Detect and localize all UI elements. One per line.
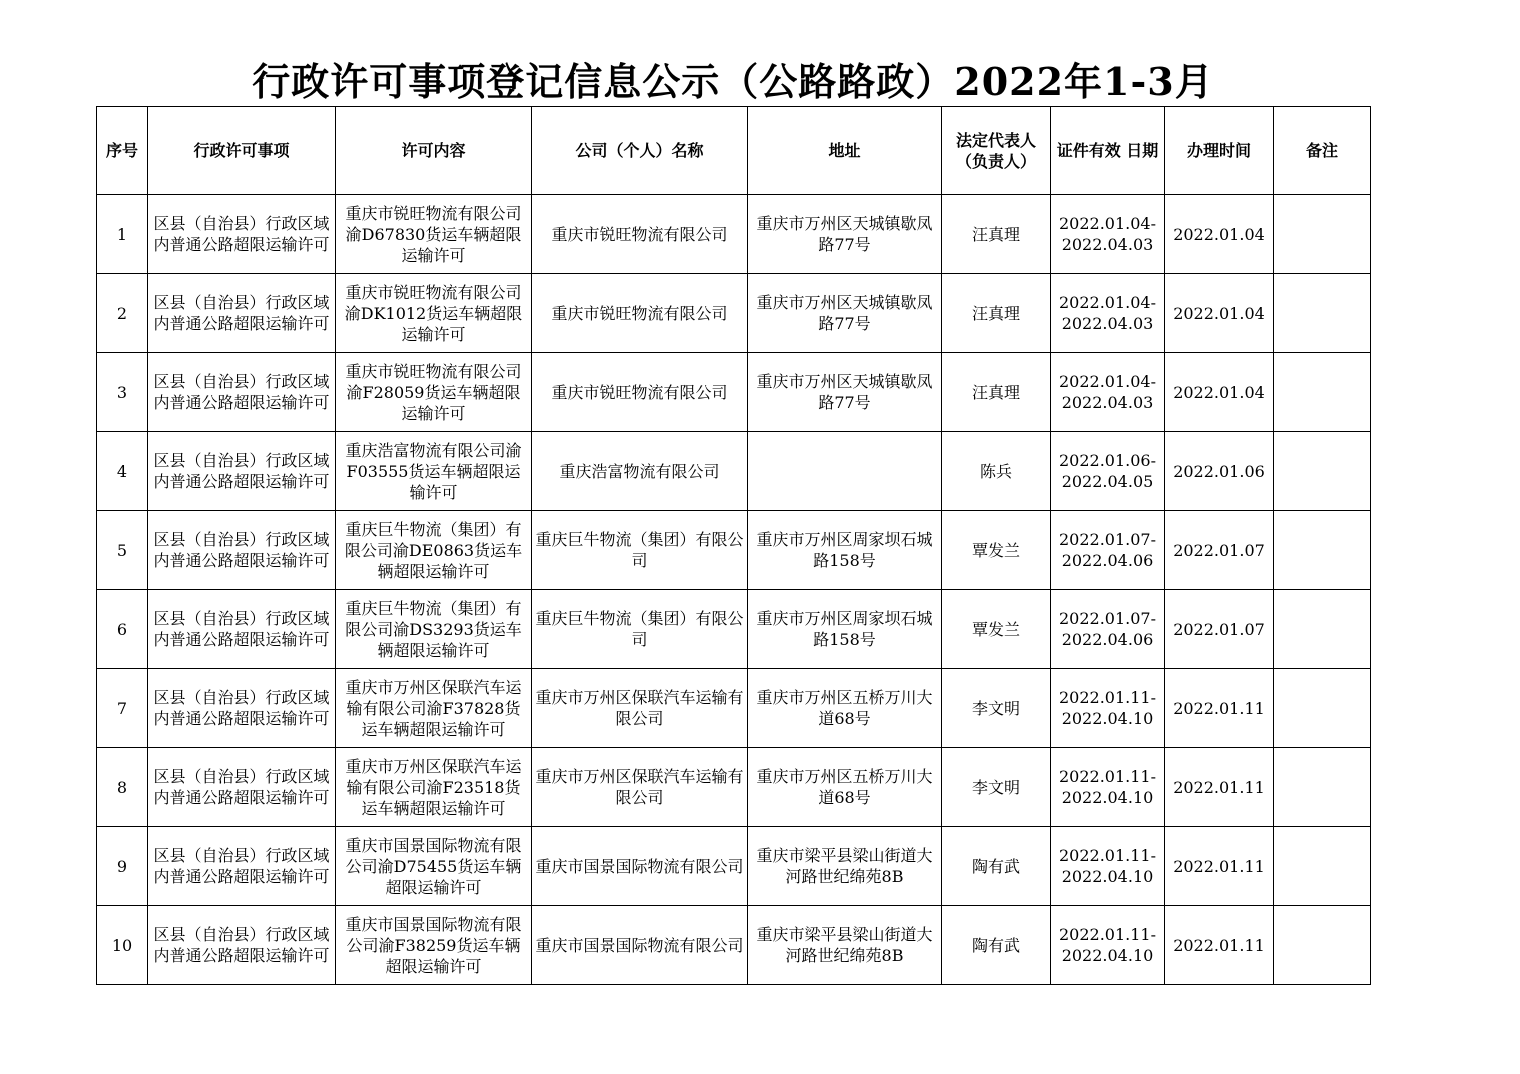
cell-note: [1274, 195, 1371, 274]
cell-address: 重庆市梁平县梁山街道大河路世纪绵苑8B: [748, 827, 942, 906]
cell-content: 重庆市锐旺物流有限公司渝D67830货运车辆超限运输许可: [336, 195, 532, 274]
cell-company: 重庆市国景国际物流有限公司: [532, 827, 748, 906]
cell-item: 区县（自治县）行政区域内普通公路超限运输许可: [148, 353, 336, 432]
cell-item: 区县（自治县）行政区域内普通公路超限运输许可: [148, 748, 336, 827]
cell-note: [1274, 827, 1371, 906]
cell-content: 重庆市万州区保联汽车运输有限公司渝F23518货运车辆超限运输许可: [336, 748, 532, 827]
cell-content: 重庆市锐旺物流有限公司渝DK1012货运车辆超限运输许可: [336, 274, 532, 353]
cell-company: 重庆市万州区保联汽车运输有限公司: [532, 669, 748, 748]
cell-company: 重庆巨牛物流（集团）有限公司: [532, 511, 748, 590]
cell-representative: 汪真理: [942, 274, 1051, 353]
cell-validity: 2022.01.04-2022.04.03: [1051, 353, 1165, 432]
header-address: 地址: [748, 107, 942, 195]
cell-item: 区县（自治县）行政区域内普通公路超限运输许可: [148, 827, 336, 906]
cell-note: [1274, 274, 1371, 353]
table-row: [97, 906, 1371, 985]
table-row: [97, 432, 1371, 511]
cell-handled-date: 2022.01.07: [1165, 590, 1274, 669]
cell-validity: 2022.01.11-2022.04.10: [1051, 906, 1165, 985]
cell-address: 重庆市万州区天城镇歇凤路77号: [748, 195, 942, 274]
cell-company: 重庆巨牛物流（集团）有限公司: [532, 590, 748, 669]
cell-no: 9: [97, 827, 148, 906]
table-row: [97, 590, 1371, 669]
cell-validity: 2022.01.07-2022.04.06: [1051, 511, 1165, 590]
table-row: [97, 669, 1371, 748]
cell-no: 8: [97, 748, 148, 827]
cell-content: 重庆市万州区保联汽车运输有限公司渝F37828货运车辆超限运输许可: [336, 669, 532, 748]
cell-content: 重庆市锐旺物流有限公司渝F28059货运车辆超限运输许可: [336, 353, 532, 432]
header-company: 公司（个人）名称: [532, 107, 748, 195]
cell-handled-date: 2022.01.04: [1165, 353, 1274, 432]
header-handled-date: 办理时间: [1165, 107, 1274, 195]
cell-handled-date: 2022.01.04: [1165, 195, 1274, 274]
cell-item: 区县（自治县）行政区域内普通公路超限运输许可: [148, 906, 336, 985]
header-validity: 证件有效 日期: [1051, 107, 1165, 195]
cell-representative: 汪真理: [942, 353, 1051, 432]
cell-representative: 李文明: [942, 669, 1051, 748]
cell-validity: 2022.01.04-2022.04.03: [1051, 274, 1165, 353]
cell-item: 区县（自治县）行政区域内普通公路超限运输许可: [148, 274, 336, 353]
cell-item: 区县（自治县）行政区域内普通公路超限运输许可: [148, 590, 336, 669]
cell-no: 4: [97, 432, 148, 511]
cell-note: [1274, 906, 1371, 985]
header-no: 序号: [97, 107, 148, 195]
cell-note: [1274, 432, 1371, 511]
cell-representative: 陈兵: [942, 432, 1051, 511]
cell-validity: 2022.01.04-2022.04.03: [1051, 195, 1165, 274]
header-row: [97, 107, 1371, 195]
cell-company: 重庆浩富物流有限公司: [532, 432, 748, 511]
header-item: 行政许可事项: [148, 107, 336, 195]
cell-note: [1274, 590, 1371, 669]
cell-handled-date: 2022.01.11: [1165, 669, 1274, 748]
cell-content: 重庆市国景国际物流有限公司渝F38259货运车辆超限运输许可: [336, 906, 532, 985]
cell-note: [1274, 669, 1371, 748]
cell-address: 重庆市万州区天城镇歇凤路77号: [748, 274, 942, 353]
cell-company: 重庆市锐旺物流有限公司: [532, 353, 748, 432]
cell-address: 重庆市万州区周家坝石城路158号: [748, 590, 942, 669]
cell-content: 重庆市国景国际物流有限公司渝D75455货运车辆超限运输许可: [336, 827, 532, 906]
cell-handled-date: 2022.01.06: [1165, 432, 1274, 511]
cell-content: 重庆巨牛物流（集团）有限公司渝DS3293货运车辆超限运输许可: [336, 590, 532, 669]
cell-item: 区县（自治县）行政区域内普通公路超限运输许可: [148, 511, 336, 590]
table-row: [97, 511, 1371, 590]
cell-validity: 2022.01.06-2022.04.05: [1051, 432, 1165, 511]
table-row: [97, 195, 1371, 274]
header-note: 备注: [1274, 107, 1371, 195]
cell-no: 6: [97, 590, 148, 669]
registration-table: [96, 106, 1371, 985]
cell-address: 重庆市万州区天城镇歇凤路77号: [748, 353, 942, 432]
cell-handled-date: 2022.01.11: [1165, 906, 1274, 985]
cell-representative: 汪真理: [942, 195, 1051, 274]
cell-handled-date: 2022.01.04: [1165, 274, 1274, 353]
cell-company: 重庆市国景国际物流有限公司: [532, 906, 748, 985]
cell-item: 区县（自治县）行政区域内普通公路超限运输许可: [148, 432, 336, 511]
table-row: [97, 748, 1371, 827]
header-content: 许可内容: [336, 107, 532, 195]
cell-address: [748, 432, 942, 511]
table-row: [97, 274, 1371, 353]
cell-address: 重庆市梁平县梁山街道大河路世纪绵苑8B: [748, 906, 942, 985]
cell-handled-date: 2022.01.11: [1165, 827, 1274, 906]
cell-address: 重庆市万州区周家坝石城路158号: [748, 511, 942, 590]
cell-content: 重庆浩富物流有限公司渝F03555货运车辆超限运输许可: [336, 432, 532, 511]
cell-no: 5: [97, 511, 148, 590]
cell-item: 区县（自治县）行政区域内普通公路超限运输许可: [148, 195, 336, 274]
cell-representative: 覃发兰: [942, 511, 1051, 590]
cell-validity: 2022.01.11-2022.04.10: [1051, 748, 1165, 827]
cell-handled-date: 2022.01.07: [1165, 511, 1274, 590]
cell-no: 1: [97, 195, 148, 274]
cell-address: 重庆市万州区五桥万川大道68号: [748, 748, 942, 827]
cell-no: 10: [97, 906, 148, 985]
cell-no: 2: [97, 274, 148, 353]
page-title: 行政许可事项登记信息公示（公路路政）2022年1-3月: [252, 59, 1214, 104]
cell-no: 7: [97, 669, 148, 748]
table-row: [97, 353, 1371, 432]
cell-item: 区县（自治县）行政区域内普通公路超限运输许可: [148, 669, 336, 748]
cell-note: [1274, 748, 1371, 827]
cell-content: 重庆巨牛物流（集团）有限公司渝DE0863货运车辆超限运输许可: [336, 511, 532, 590]
cell-validity: 2022.01.11-2022.04.10: [1051, 669, 1165, 748]
cell-no: 3: [97, 353, 148, 432]
cell-handled-date: 2022.01.11: [1165, 748, 1274, 827]
cell-validity: 2022.01.11-2022.04.10: [1051, 827, 1165, 906]
header-representative: 法定代表人（负责人）: [942, 107, 1051, 195]
cell-company: 重庆市锐旺物流有限公司: [532, 274, 748, 353]
cell-representative: 覃发兰: [942, 590, 1051, 669]
table-row: [97, 827, 1371, 906]
cell-address: 重庆市万州区五桥万川大道68号: [748, 669, 942, 748]
cell-company: 重庆市锐旺物流有限公司: [532, 195, 748, 274]
cell-representative: 陶有武: [942, 827, 1051, 906]
cell-representative: 李文明: [942, 748, 1051, 827]
cell-validity: 2022.01.07-2022.04.06: [1051, 590, 1165, 669]
cell-representative: 陶有武: [942, 906, 1051, 985]
cell-note: [1274, 353, 1371, 432]
cell-company: 重庆市万州区保联汽车运输有限公司: [532, 748, 748, 827]
cell-note: [1274, 511, 1371, 590]
